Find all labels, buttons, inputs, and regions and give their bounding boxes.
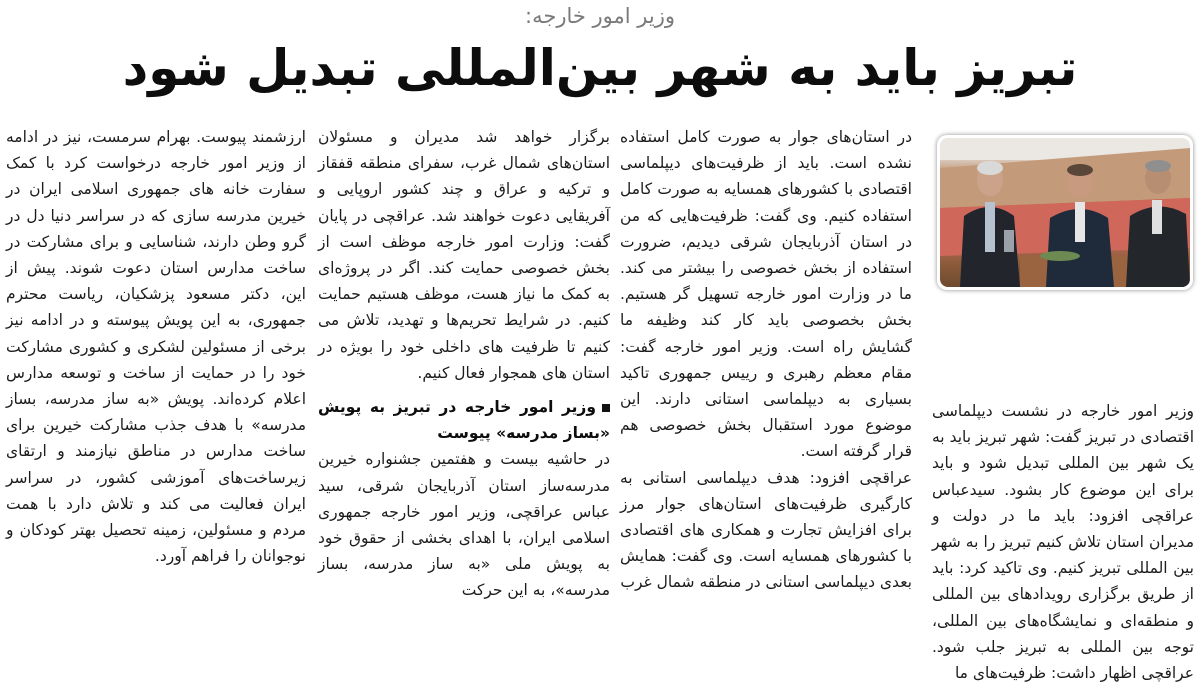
subheading [318,394,610,446]
article-photo [937,135,1193,290]
subheading-text: وزیر امور خارجه در تبریز به پویش «بساز مدرسه» پیوست [318,398,610,443]
person-right-shirt [1152,200,1162,234]
paragraph: ارزشمند پیوست. بهرام سرمست، نیز در ادامه از وزیر امور خارجه درخواست کرد با کمک سفارت خانه های جمهوری اسلامی ایران در خیرین مدرسه سازی که در سراسر دنیا دل در گرو وطن دارند، شناسایی و برای مشارکت در ساخت مدارس استان دعوت شوند. پیش از این، دکتر مسعود پزشکیان، ریاست محترم جمهوری، به این پویش پیوسته و در ادامه نیز برخی از مسئولین لشکری و کشوری مشارکت خود را در حمایت از ساخت و توسعه مدارس اعلام کرده‌اند. پویش «به ساز مدرسه، بساز مدرسه» با هدف جذب مشارکت خیرین برای ساخت مدارس در مناطق نیازمند و ارتقای زیرساخت‌های آموزشی کشور، در سراسر ایران فعالیت می کند و تلاش دارد با همت مردم و مسئولین، زمینه تحصیل بهتر کودکان و نوجوانان را فراهم آورد. [6,128,306,566]
square-bullet-icon [602,404,610,412]
person-middle-hair [1067,164,1093,176]
photo-of-officials-icon [940,138,1190,287]
person-right-hair [1145,160,1171,172]
article-column-1 [932,398,1194,686]
flowers [1040,251,1080,261]
paragraph: وزیر امور خارجه در نشست دیپلماسی اقتصادی در تبریز گفت: شهر تبریز باید به یک شهر بین المللی تبدیل شود و باید برای این موضوع کار بشود. سیدعباس عراقچی افزود: باید ما در دولت و مدیران استان تلاش کنیم تبریز را به شهر بین المللی تبریز کنیم. وی تاکید کرد: باید از طریق برگزاری رویدادهای بین المللی و منطقه‌ای و نمایشگاه‌های بین المللی، توجه بین المللی به تبریز جلب شود. عراقچی اظهار داشت: ظرفیت‌های ما [932,402,1194,683]
kicker: وزیر امور خارجه: [525,4,675,28]
paragraph: برگزار خواهد شد مدیران و مسئولان استان‌های شمال غرب، سفرای منطقه قفقاز و ترکیه و عراق و چند کشور اروپایی و آفریقایی دعوت خواهند شد. عراقچی در پایان گفت: وزارت امور خارجه موظف است از بخش خصوصی حمایت کند. اگر در پروژه‌ای به کمک ما نیاز هست، موظف هستیم حمایت کنیم. در شرایط تحریم‌ها و تهدید، تلاش می کنیم تا ظرفیت های داخلی خود را بویژه در استان های همجوار فعال کنیم. [318,128,610,382]
headline: تبریز باید به شهر بین‌المللی تبدیل شود [122,39,1078,97]
paragraph: در استان‌های جوار به صورت کامل استفاده نشده است. باید از ظرفیت‌های دیپلماسی اقتصادی با کشورهای همسایه به صورت کامل استفاده کنیم. وی گفت: ظرفیت‌هایی که من در استان آذربایجان شرقی دیدیم، ضرورت استفاده از بخش خصوصی را بیشتر می کند. ما در وزارت امور خارجه تسهیل گر هستیم. بخش بخصوصی باید کار کند وظیفه ما گشایش راه است. وزیر امور خارجه گفت: مقام معظم رهبری و رییس جمهوری تاکید بسیاری به دیپلماسی استانی دارند. این موضوع مورد استقبال بخش خصوصی هم قرار گرفته است. [620,128,912,461]
person-left-hair [977,161,1003,175]
paragraph: در حاشیه بیست و هفتمین جشنواره خیرین مدرسه‌ساز استان آذربایجان شرقی، سید عباس عراقچی، وزیر امور خارجه جمهوری اسلامی ایران، با اهدای بخشی از حقوق خود به پویش ملی «به ساز مدرسه، بساز مدرسه»، به این حرکت [318,450,610,600]
article-column-4 [6,124,306,569]
plaque [1004,230,1014,252]
article-column-3 [318,124,610,604]
article-column-2 [620,124,912,596]
paragraph: عراقچی افزود: هدف دیپلماسی استانی به کارگیری ظرفیت‌های استان‌های جوار مرز برای افزایش تجارت و همکاری های اقتصادی با کشورهای همسایه است. وی گفت: همایش بعدی دیپلماسی استانی در منطقه شمال غرب [620,468,912,592]
person-middle-shirt [1075,202,1085,242]
photo-illustration [940,138,1190,287]
person-left-shirt [985,202,995,252]
